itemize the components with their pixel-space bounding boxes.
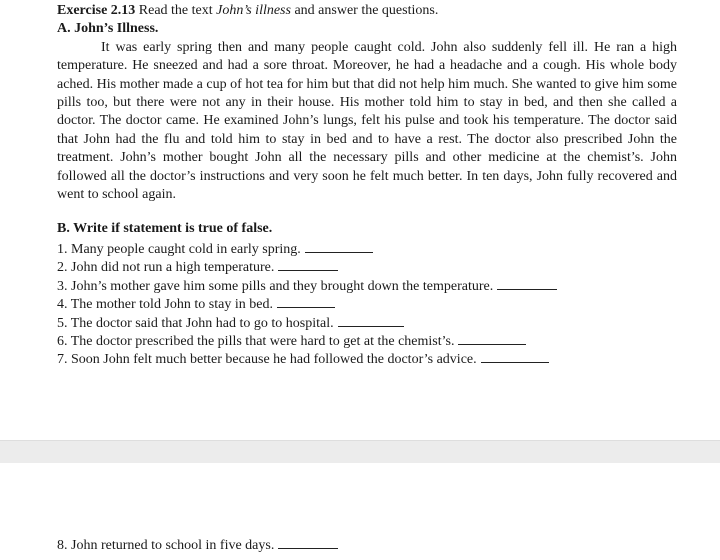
text-title: John’s illness <box>216 3 291 18</box>
story-text: It was early spring then and many people caught cold. John also suddenly fell ill. He ran a high temperature. He sneezed and had a sore throat. Moreover, he had a headache and a cough. His whole body ached. His mother made a cup of hot tea for him but that did not help him much. She wanted to give him some pills too, but there were not any in their house. His mother told him to stay in bed, and then she called a doctor. The doctor came. He examined John’s lungs, felt his pulse and took his temperature. The doctor said that John had the flu and told him to stay in bed and to have a rest. The doctor also prescribed John the treatment. John’s mother bought John all the necessary pills and other medicine at the chemist’s. John followed all the doctor’s instructions and very soon he felt much better. In ten days, John fully recovered and went to school again. <box>57 39 677 203</box>
true-false-list <box>57 241 677 370</box>
statement-item <box>57 351 677 369</box>
exercise-heading <box>57 2 677 20</box>
statement-text: 8. John returned to school in five days. <box>57 538 275 553</box>
statement-text: 2. John did not run a high temperature. <box>57 260 275 276</box>
statement-text: 3. John’s mother gave him some pills and they brought down the temperature. <box>57 278 494 294</box>
statement-item <box>57 259 677 277</box>
exercise-instruction-end: and answer the questions. <box>290 3 439 18</box>
statement-text: 6. The doctor prescribed the pills that were hard to get at the chemist’s. <box>57 333 455 349</box>
page-separator <box>0 440 720 464</box>
part-b-title: B. Write if statement is true of false. <box>57 221 273 237</box>
answer-blank[interactable] <box>458 333 526 345</box>
statement-item <box>57 315 677 333</box>
statement-text: 7. Soon John felt much better because he had followed the doctor’s advice. <box>57 352 477 368</box>
answer-blank[interactable] <box>278 259 338 271</box>
statement-item <box>57 241 677 259</box>
exercise-content <box>57 2 677 370</box>
statement-text: 1. Many people caught cold in early spring. <box>57 241 301 257</box>
answer-blank[interactable] <box>305 241 373 253</box>
statement-item <box>57 537 338 555</box>
answer-blank[interactable] <box>497 278 557 290</box>
part-a-title: A. John’s Illness. <box>57 21 159 37</box>
statement-item <box>57 296 677 314</box>
answer-blank[interactable] <box>278 537 338 549</box>
statement-item <box>57 278 677 296</box>
answer-blank[interactable] <box>277 296 335 308</box>
exercise-instruction-start: Read the text <box>135 3 217 18</box>
exercise-number: Exercise 2.13 <box>57 3 136 18</box>
statement-text: 4. The mother told John to stay in bed. <box>57 297 273 313</box>
statement-item <box>57 333 677 351</box>
answer-blank[interactable] <box>481 351 549 363</box>
answer-blank[interactable] <box>338 315 404 327</box>
statement-text: 5. The doctor said that John had to go to hospital. <box>57 315 334 331</box>
